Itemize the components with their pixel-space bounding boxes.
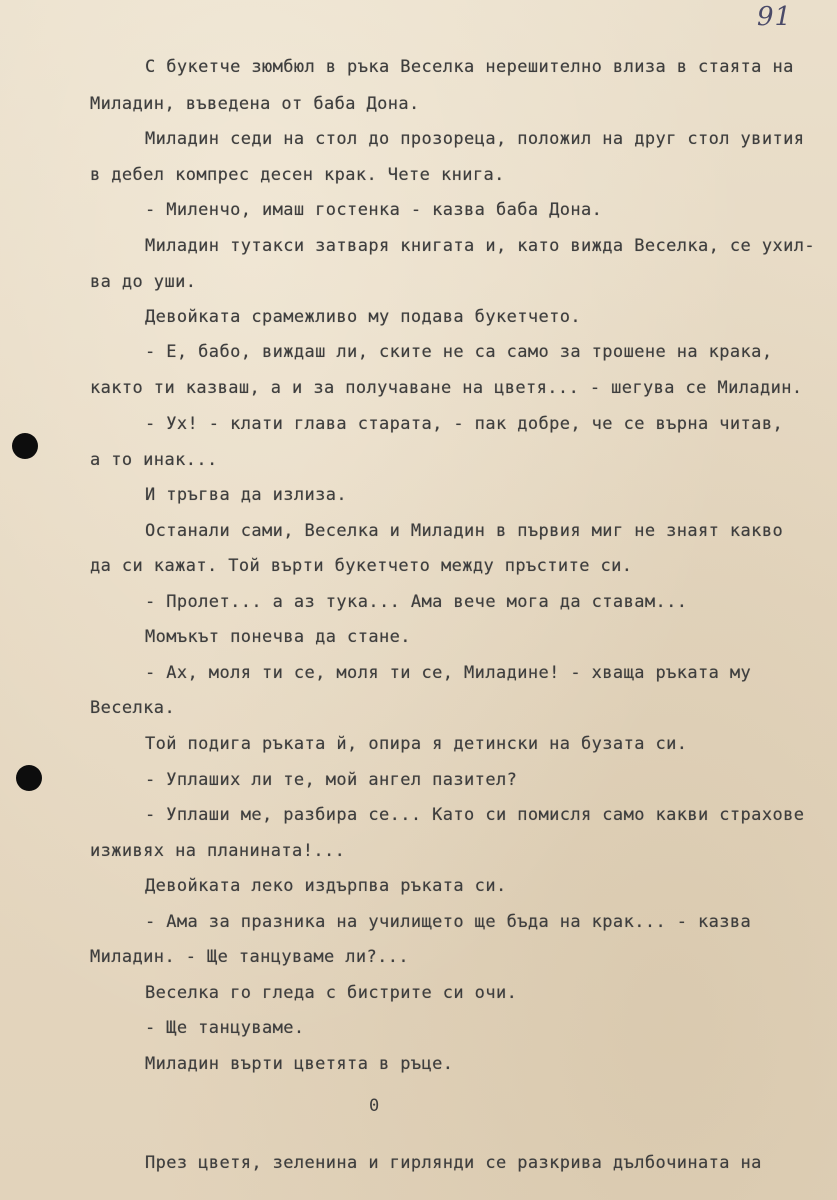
text-line: както ти казваш, а и за получаване на цветя... - шегува се Миладин. xyxy=(90,378,803,398)
text-line: Той подига ръката й, опира я детински на бузата си. xyxy=(145,734,688,754)
text-line: Миладин върти цветята в ръце. xyxy=(145,1054,454,1074)
text-line: а то инак... xyxy=(90,450,218,470)
text-line: - Ах, моля ти се, моля ти се, Миладине! - хваща ръката му xyxy=(145,663,752,683)
text-line: - Пролет... а аз тука... Ама вече мога да ставам... xyxy=(145,592,688,612)
punch-hole-top xyxy=(12,433,38,459)
text-line: - Е, бабо, виждаш ли, ските не са само за трошене на крака, xyxy=(145,342,773,362)
text-line: - Миленчо, имаш гостенка - казва баба Дона. xyxy=(145,200,603,220)
scene-separator: 0 xyxy=(369,1096,380,1116)
text-line: Миладин. - Ще танцуваме ли?... xyxy=(90,947,410,967)
text-line: Девойката срамежливо му подава букетчето. xyxy=(145,307,582,327)
text-line: С букетче зюмбюл в ръка Веселка нерешително влиза в стаята на xyxy=(145,57,794,77)
handwritten-page-number: 91 xyxy=(757,2,793,32)
text-line: - Ще танцуваме. xyxy=(145,1018,305,1038)
text-line: Веселка. xyxy=(90,698,176,718)
text-line: изживях на планината!... xyxy=(90,841,346,861)
text-line: И тръгва да излиза. xyxy=(145,485,348,505)
text-line: Миладин тутакси затваря книгата и, като вижда Веселка, се ухил- xyxy=(145,236,815,256)
text-line: - Уплаши ме, разбира се... Като си помисля само какви страхове xyxy=(145,805,805,825)
text-line: ва до уши. xyxy=(90,272,197,292)
text-line: - Уплаших ли те, мой ангел пазител? xyxy=(145,770,518,790)
text-line: Останали сами, Веселка и Миладин в първия миг не знаят какво xyxy=(145,521,784,541)
text-line: - Ама за празника на училището ще бъда на крак... - казва xyxy=(145,912,752,932)
text-line: Миладин седи на стол до прозореца, положил на друг стол увития xyxy=(145,129,805,149)
text-line: - Ух! - клати глава старата, - пак добре, че се върна читав, xyxy=(145,414,784,434)
text-line: Момъкът понечва да стане. xyxy=(145,627,411,647)
text-line: Миладин, въведена от баба Дона. xyxy=(90,94,420,114)
text-line: в дебел компрес десен крак. Чете книга. xyxy=(90,165,505,185)
text-line: Веселка го гледа с бистрите си очи. xyxy=(145,983,518,1003)
text-line: През цветя, зеленина и гирлянди се разкрива дълбочината на xyxy=(145,1153,762,1173)
text-line: Девойката леко издърпва ръката си. xyxy=(145,876,507,896)
text-line: да си кажат. Той върти букетчето между пръстите си. xyxy=(90,556,633,576)
punch-hole-bottom xyxy=(16,765,42,791)
